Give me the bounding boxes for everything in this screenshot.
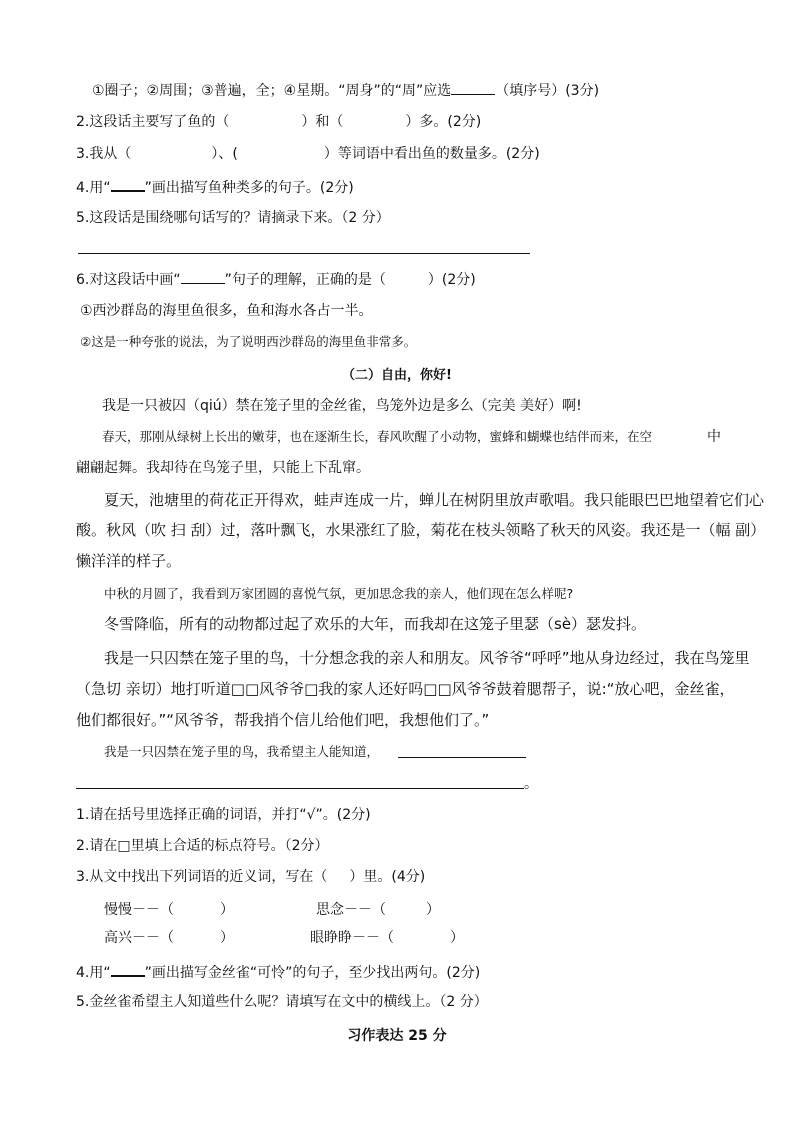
p2-q4	[76, 961, 480, 983]
q2-line	[76, 112, 481, 132]
passage-p1	[102, 396, 582, 416]
passage-p7-answer-line-1[interactable]	[398, 757, 526, 758]
passage-p3-line1	[104, 490, 764, 510]
passage-p2-end: 中	[707, 429, 721, 445]
p2-q3	[76, 867, 425, 887]
synonym-3-label: 高兴－－（	[104, 930, 174, 946]
q5-line	[76, 208, 390, 228]
p2-q5	[76, 992, 488, 1012]
q3-text-a: 3.我从（	[76, 146, 132, 162]
synonym-3	[104, 928, 234, 948]
synonym-4-close: ）	[450, 930, 464, 946]
passage-p2-line1	[102, 427, 652, 447]
passage-p6-text-b: （急切 亲切）地打听道□□风爷爷□我的家人还好吗□□风爷爷鼓着腮帮子，说:“放心吧，金丝雀，	[76, 680, 735, 698]
synonym-4	[310, 928, 464, 948]
q6-text-a: 6.对这段话中画“	[76, 272, 181, 288]
passage-p6-line3	[76, 710, 489, 730]
q6-text-c: ）(2分)	[427, 272, 476, 288]
passage-p3-text-a: 夏天，池塘里的荷花正开得欢，蛙声连成一片，蝉儿在树阴里放声歌唱。我只能眼巴巴地望着它们心	[104, 491, 765, 509]
q6-underline-sample	[181, 269, 225, 284]
p2-q1	[76, 805, 371, 825]
q3-text-c: ）等词语中看出鱼的数量多。(2分)	[323, 146, 540, 162]
passage-p6-text-a: 我是一只囚禁在笼子里的鸟，十分想念我的亲人和朋友。风爷爷“呼呼”地从身边经过，我在鸟笼里	[104, 649, 750, 667]
p2-q4-underline-sample	[111, 961, 145, 977]
p2-q3-text-a: 3.从文中找出下列词语的近义词，写在（	[76, 869, 328, 885]
passage-p6-text-c: 他们都很好。”“风爷爷，帮我捎个信儿给他们吧，我想他们了。”	[76, 711, 490, 729]
synonym-2	[316, 900, 440, 920]
passage-p3-line2	[76, 520, 765, 540]
passage-p7-text: 我是一只囚禁在笼子里的鸟，我希望主人能知道，	[104, 744, 380, 759]
passage-p2-text-c: 翩翩起舞。我却待在鸟笼子里，只能上下乱窜。	[76, 460, 370, 476]
passage-title: （二）自由，你好!	[342, 368, 452, 383]
q5-answer-line[interactable]	[78, 253, 530, 254]
q4-line	[76, 176, 354, 198]
q6-line	[76, 269, 476, 290]
passage-p5	[104, 614, 646, 634]
passage-p6-line2	[76, 679, 734, 699]
p2-q2-text: 2.请在□里填上合适的标点符号。（2分）	[76, 838, 329, 854]
passage-p4	[104, 584, 573, 604]
synonym-3-close: ）	[220, 930, 234, 946]
q6-text-b: ”句子的理解，正确的是（	[224, 272, 386, 288]
q4-underline-sample	[111, 176, 145, 192]
synonym-2-label: 思念－－（	[316, 902, 386, 918]
section-title-writing: 习作表达 25 分	[347, 1028, 447, 1044]
q3-line	[76, 144, 540, 164]
passage-p3-text-c: 懒洋洋的样子。	[76, 552, 182, 570]
p2-q2	[76, 836, 329, 856]
q2-text-b: ）和（	[301, 114, 344, 130]
p2-q1-text: 1.请在括号里选择正确的词语，并打“√”。(2分)	[76, 807, 371, 823]
synonym-2-close: ）	[426, 902, 440, 918]
p2-q4-text-a: 4.用“	[76, 965, 111, 981]
q6-option-1	[80, 301, 373, 321]
passage-p3-text-b: 酸。秋风（吹 扫 刮）过，落叶飘飞，水果涨红了脸，菊花在枝头领略了秋天的风姿。我还是一（幅 副）	[76, 521, 766, 539]
q1-options: ①圈子；②周围；③普遍，全；④星期。“周身”的“周”应选	[92, 83, 452, 99]
passage-p4-text: 中秋的月圆了，我看到万家团圆的喜悦气氛，更加思念我的亲人，他们现在怎么样呢?	[104, 586, 574, 601]
passage-p7	[104, 742, 379, 762]
synonym-1	[104, 900, 234, 920]
synonym-1-close: ）	[220, 902, 234, 918]
passage-p2-text-a: 春天，那刚从绿树上长出的嫩芽，也在逐渐生长，春风吹醒了小动物，蜜蜂和蝴蝶也结伴而来，在空	[102, 429, 653, 444]
p2-q4-text-b: ”画出描写金丝雀“可怜”的句子，至少找出两句。(2分)	[144, 965, 481, 981]
q2-text-c: ）多。(2分)	[405, 114, 482, 130]
passage-p5-text: 冬雪降临，所有的动物都过起了欢乐的大年，而我却在这笼子里瑟（sè）瑟发抖。	[104, 615, 647, 633]
q1-tail: （填序号）(3分)	[495, 83, 600, 99]
passage-p7-answer-line-2[interactable]	[76, 788, 524, 789]
q6-option-2-text: ②这是一种夸张的说法，为了说明西沙群岛的海里鱼非常多。	[80, 334, 417, 349]
synonym-4-label: 眼睁睁－－（	[310, 930, 394, 946]
passage-p7-end: 。	[524, 776, 538, 792]
q2-text-a: 2.这段话主要写了鱼的（	[76, 114, 230, 130]
passage-p3-line3	[76, 551, 181, 571]
q4-text-b: ”画出描写鱼种类多的句子。(2分)	[144, 180, 354, 196]
p2-q3-text-b: ）里。(4分)	[349, 869, 426, 885]
q6-option-2	[80, 332, 416, 352]
passage-p1-text: 我是一只被囚（qiú）禁在笼子里的金丝雀，鸟笼外边是多么（完美 美好）啊!	[102, 398, 582, 414]
passage-p2-line2	[76, 458, 370, 478]
synonym-1-label: 慢慢－－（	[104, 902, 174, 918]
q3-text-b: ）、(	[211, 146, 238, 162]
passage-p6-line1	[104, 648, 750, 668]
q1-answer-blank[interactable]	[451, 80, 495, 95]
q1-line	[92, 80, 599, 101]
p2-q5-text: 5.金丝雀希望主人知道些什么呢？请填写在文中的横线上。（2 分）	[76, 994, 488, 1010]
q4-text-a: 4.用“	[76, 180, 111, 196]
q5-text: 5.这段话是围绕哪句话写的？请摘录下来。（2 分）	[76, 210, 390, 226]
q6-option-1-text: ①西沙群岛的海里鱼很多，鱼和海水各占一半。	[80, 303, 373, 319]
